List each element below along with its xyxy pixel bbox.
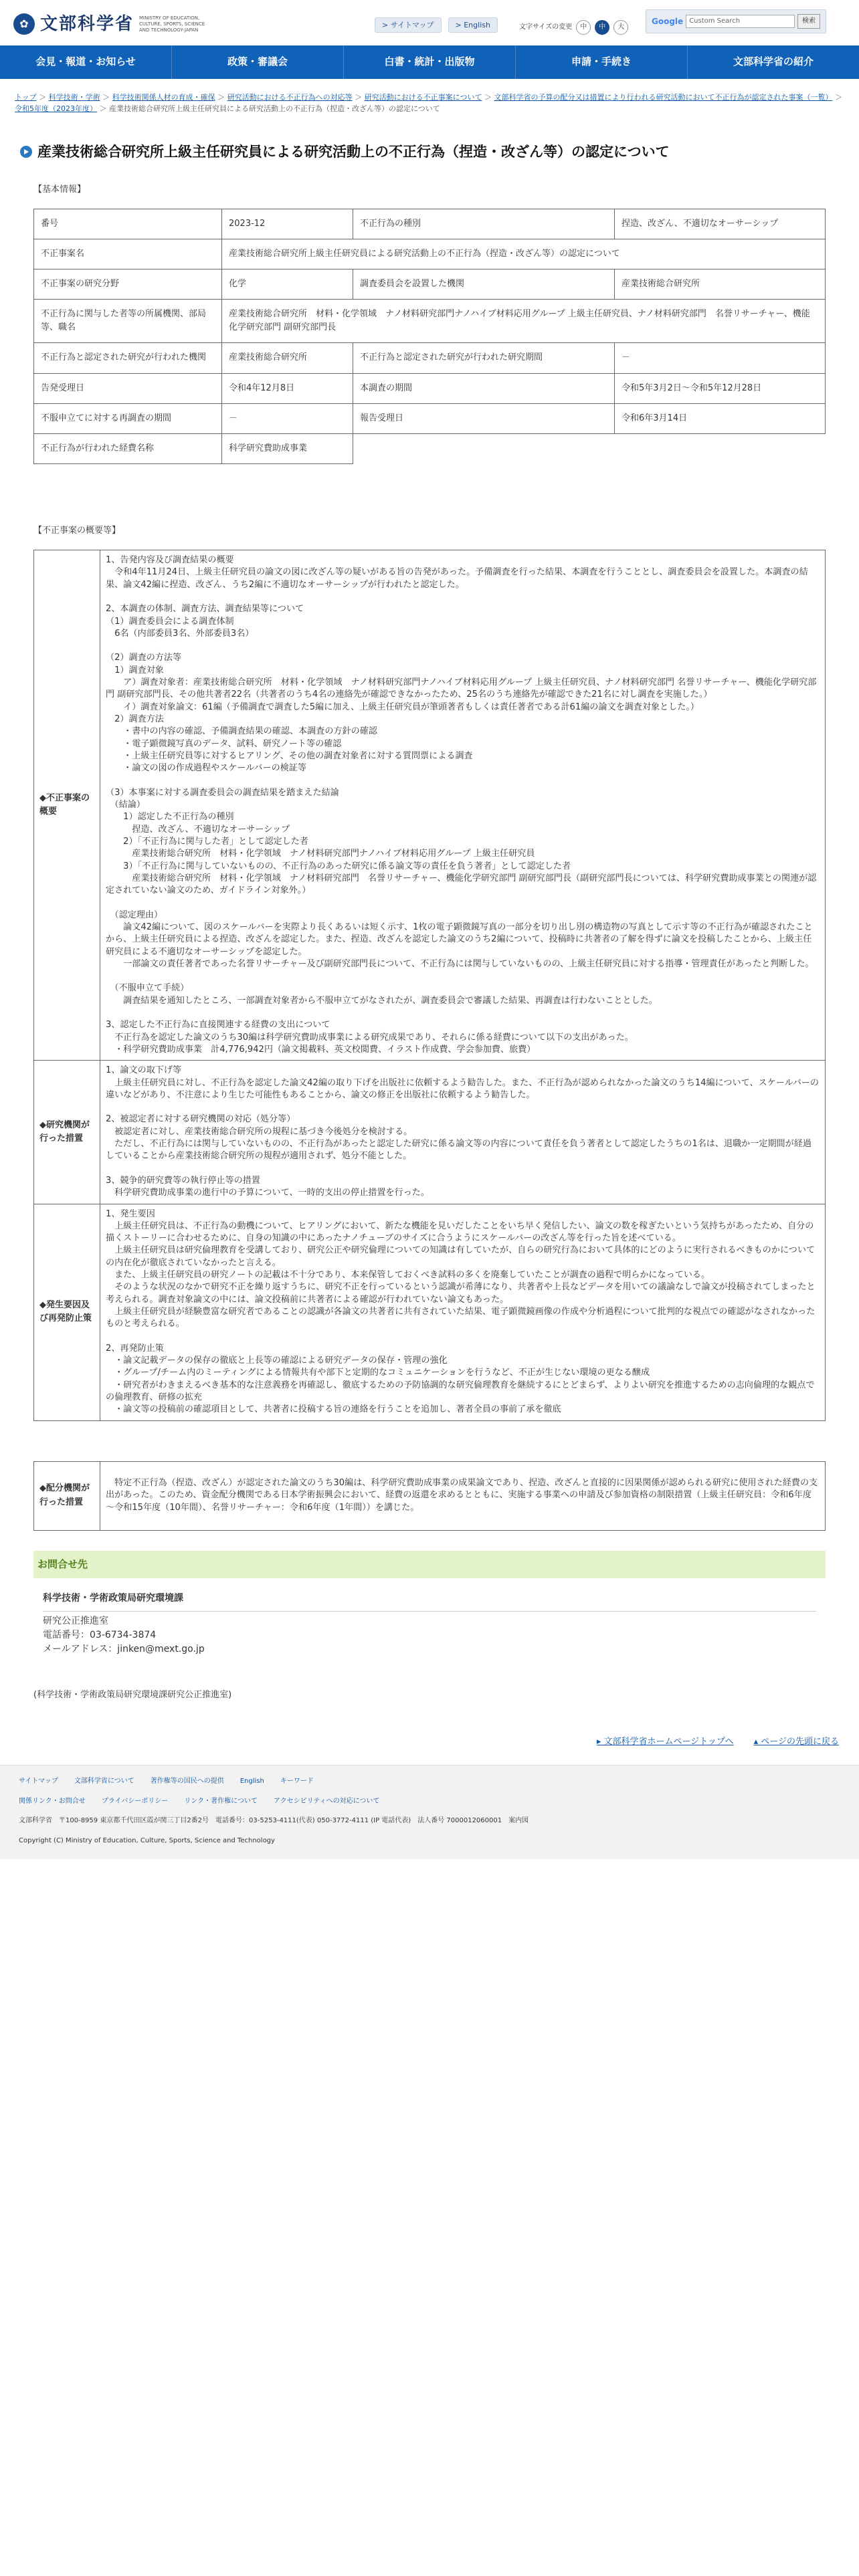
crumb-list[interactable]: 文部科学省の予算の配分又は措置により行われる研究活動において不正行為が認定された事案（一覧）	[494, 93, 833, 102]
divider	[43, 1611, 816, 1612]
allocation-table	[33, 1461, 826, 1531]
site-logo[interactable]	[13, 11, 213, 37]
logo-text: 文部科学省	[40, 14, 134, 34]
crumb-top[interactable]: トップ	[15, 93, 37, 102]
contact-mail: メールアドレス：jinken@mext.go.jp	[43, 1643, 205, 1654]
footer-link[interactable]: キーワード	[280, 1778, 314, 1786]
pagetop-link-text: ページの先頭に戻る	[761, 1736, 839, 1747]
cell-value: 科学研究費助成事業	[222, 433, 353, 463]
cell-value: 産業技術総合研究所	[222, 343, 353, 373]
footer-link[interactable]: English	[240, 1778, 264, 1786]
search-button[interactable]: 検索	[797, 14, 820, 29]
page-title-text: 産業技術総合研究所上級主任研究員による研究活動上の不正行為（捏造・改ざん等）の認定について	[37, 144, 670, 160]
english-link[interactable]: > English	[448, 17, 498, 33]
cell-label: 番号	[34, 209, 222, 239]
global-nav	[0, 45, 859, 79]
search-box	[646, 9, 826, 33]
page-title	[20, 141, 839, 163]
font-medium-button[interactable]: 中	[595, 20, 609, 35]
basic-heading: 【基本情報】	[33, 184, 86, 195]
cell-value: 産業技術総合研究所上級主任研究員による研究活動上の不正行為（捏造・改ざん等）の認定について	[222, 239, 826, 269]
home-link[interactable]: ▸ 文部科学省ホームページトップへ	[596, 1736, 734, 1747]
contact-tel: 電話番号：03-6734-3874	[43, 1629, 157, 1640]
footer-link[interactable]: 著作権等の国民への提供	[150, 1778, 224, 1786]
contact-info	[43, 1592, 816, 1656]
cell-value: 産業技術総合研究所	[615, 269, 826, 299]
summary-text: 1、発生要因 上級主任研究員は、不正行為の動機について、ヒアリングにおいて、新たな機能を見いだしたことをいち早く発信したい、論文の数を稼ぎたいという気持ちがあったため、自分の描くストーリーに合わせるために、自身の知識の中にあったナノチューブのサイズに合うようにスケールバーの改ざん等を行った旨を述べている。 上級主任研究員は研究倫理教育を受講しており、研究公正や研究倫理についての知識は有していたが、自らの研究行為において具体的にどのように実行されるべきものかについての内在化が徹底されていなかったと言える。 また、上級主任研究員の研究ノートの記載は不十分であり、本来保管しておくべき試料の多くを廃棄していたことが調査の過程で明らかになっている。 そのような状況のなかで研究不正を繰り返すうちに、研究不正を行っているという認識が希薄になり、共著者や上長などデータを用いての議論なしで論文が投稿されてしまったと考えられる。調査対象論文の中には、論文投稿前に共著者による確認が行われていない論文もあった。 上級主任研究員が経験豊富な研究者であることの認識が各論文の共著者に共有されていた結果、電子顕微鏡画像の作成や分析過程について批判的な視点での確認がなされなかったものと考えられる。 2、再発防止策 ・論文記載データの保存の徹底と上長等の確認による研究データの保存・管理の強化 ・グループ/チーム内のミーティングによる情報共有や部下と定期的なコミュニケーションを行うなど、不正が生じない環境の更なる醸成 ・研究者がわきまえるべき基本的な注意義務を再確認し、徹底するための予防協調的な研究倫理教育を継続するにとどまらず、よりよい研究を推進するための志向倫理的な観点での倫理教育、研修の拡充 ・論文等の投稿前の確認項目として、共著者に投稿する旨の連絡を行うことを追加し、著者全員の事前了承を徹底	[100, 1204, 826, 1420]
crumb-hr[interactable]: 科学技術関係人材の育成・確保	[112, 93, 215, 102]
cell-value: 令和4年12月8日	[222, 373, 353, 403]
copyright: Copyright (C) Ministry of Education, Culture, Sports, Science and Technology	[19, 1836, 275, 1844]
basic-info-table	[33, 209, 826, 464]
footer-link[interactable]: リンク・著作権について	[184, 1797, 258, 1805]
cell-value: 令和6年3月14日	[615, 403, 826, 433]
footer-link[interactable]: サイトマップ	[19, 1778, 58, 1786]
summary-label: ◆研究機関が行った措置	[34, 1061, 100, 1204]
contact-sub: 研究公正推進室	[43, 1615, 108, 1626]
footer-address: 文部科学省 〒100-8959 東京都千代田区霞が関三丁目2番2号 電話番号：03-5253-4111(代表) 050-3772-4111 (IP 電話代表) 法人番号 7000012060001 案内図	[19, 1817, 529, 1825]
table-row	[34, 1204, 826, 1420]
site-footer	[0, 1765, 859, 1859]
footer-link[interactable]: プライバシーポリシー	[101, 1797, 169, 1805]
cell-label: 告発受理日	[34, 373, 222, 403]
crumb-year[interactable]: 令和5年度（2023年度）	[15, 104, 97, 113]
nav-whitepaper[interactable]: 白書・統計・出版物	[344, 45, 516, 79]
search-input[interactable]: Custom Search	[686, 15, 795, 28]
table-row	[34, 550, 826, 1061]
crumb-cases[interactable]: 研究活動における不正事案について	[364, 93, 482, 102]
cell-value: 捏造、改ざん、不適切なオーサーシップ	[615, 209, 826, 239]
emblem-icon: ✿	[13, 13, 35, 35]
table-row	[34, 300, 826, 343]
cell-value: 2023-12	[222, 209, 353, 239]
summary-text: 1、論文の取下げ等 上級主任研究員に対し、不正行為を認定した論文42編の取り下げを出版社に依頼するよう勧告した。また、不正行為が認められなかった論文のうち14編について、スケールバーの違いなどがあり、不注意により生じた可能性もあることから、論文の修正を出版社に依頼するよう勧告した。 2、被認定者に対する研究機関の対応（処分等） 被認定者に対し、産業技術総合研究所の規程に基づき今後処分を検討する。 ただし、不正行為には関与していないものの、不正行為があったと認定した研究に係る論文等の内容について責任を負う著者として認定したうちの1名は、退職か一定期間が経過していることから産業技術総合研究所の規程が適用されず、処分不能とした。 3、競争的研究費等の執行停止等の措置 科学研究費助成事業の進行中の予算について、一時的支出の停止措置を行った。	[100, 1061, 826, 1204]
home-link-text: 文部科学省ホームページトップへ	[603, 1736, 734, 1747]
table-row	[34, 403, 826, 433]
crumb-current: 産業技術総合研究所上級主任研究員による研究活動上の不正行為（捏造・改ざん等）の認定について	[109, 104, 440, 113]
footer-link[interactable]: アクセシビリティへの対応について	[273, 1797, 380, 1805]
cell-label: 不正行為に関与した者等の所属機関、部局等、職名	[34, 300, 222, 343]
cell-value: －	[615, 343, 826, 373]
site-header	[0, 0, 859, 45]
contact-heading: お問合せ先	[33, 1551, 826, 1578]
cell-value: 化学	[222, 269, 353, 299]
summary-label: ◆不正事案の概要	[34, 550, 100, 1061]
summary-text: 1、告発内容及び調査結果の概要 令和4年11月24日、上級主任研究員の論文の図に改ざん等の疑いがある旨の告発があった。予備調査を行った結果、本調査を行うこととし、調査委員会を設置した。本調査の結果、論文42編に捏造、改ざん、うち2編に不適切なオーサーシップが行われたと認定した。 2、本調査の体制、調査方法、調査結果等について （1）調査委員会による調査体制 6名（内部委員3名、外部委員3名） （2）調査の方法等 1）調査対象 ア）調査対象者：産業技術総合研究所 材料・化学領域 ナノ材料研究部門ナノハイブ材料応用グループ 上級主任研究員、ナノ材料研究部門 名誉リサーチャー、機能化学研究部門 副研究部門長、その他共著者22名（共著者のうち4名の連絡先が確認できなかったため、25名のうち連絡先が確認できた21名に対し調査を実施した。） イ）調査対象論文：61編（予備調査で調査した5編に加え、上級主任研究員が筆頭著者もしくは責任著者である計61編の論文を調査対象とした。） 2）調査方法 ・書中の内容の確認、予備調査結果の確認、本調査の方針の確認 ・電子顕微鏡写真のデータ、試料、研究ノート等の確認 ・上級主任研究員等に対するヒアリング、その他の調査対象者に対する質問票による調査 ・論文の図の作成過程やスケールバーの検証等 （3）本事案に対する調査委員会の調査結果を踏まえた結論 （結論） 1）認定した不正行為の種別 捏造、改ざん、不適切なオーサーシップ 2）「不正行為に関与した者」として認定した者 産業技術総合研究所 材料・化学領域 ナノ材料研究部門ナノハイブ材料応用グループ 上級主任研究員 3）「不正行為に関与していないものの、不正行為のあった研究に係る論文等の責任を負う著者」として認定した者 産業技術総合研究所 材料・化学領域 ナノ材料研究部門 名誉リサーチャー、機能化学研究部門 副研究部門長（副研究部門長については、科学研究費助成事業との関連が認定されていない論文のため、ガイドライン対象外。） （認定理由） 論文42編について、図のスケールバーを実際より長くあるいは短く示す、1枚の電子顕微鏡写真の一部分を切り出し別の構造物の写真として示す等の不正行為が確認されたことから、上級主任研究員による捏造、改ざんを認定した。また、捏造、改ざんを認定した論文のうち2編について、投稿時に共著者の了解を得ずに論文を投稿したことから、上級主任研究員による不適切なオーサーシップを認定した。 一部論文の責任著者であった名誉リサーチャー及び副研究部門長について、不正行為には関与していないものの、上級主任研究員に対する指導・管理責任があったと判断した。 （不服申立て手続） 調査結果を通知したところ、一部調査対象者から不服申立てがなされたが、調査委員会で審議した結果、再調査は行わないこととした。 3、認定した不正行為に直接関連する経費の支出について 不正行為を認定した論文のうち30編は科学研究費助成事業による研究成果であり、それらに係る経費について以下の支出があった。 ・科学研究費助成事業 計4,776,942円（論文掲載料、英文校閲費、イラスト作成費、学会参加費、旅費）	[100, 550, 826, 1061]
bottom-links	[20, 1735, 839, 1749]
google-logo: Google	[652, 16, 684, 26]
allocation-label: ◆配分機関が行った措置	[34, 1461, 100, 1530]
cell-value: －	[222, 403, 353, 433]
cell-value: 産業技術総合研究所 材料・化学領域 ナノ材料研究部門ナノハイブ材料応用グループ 上級主任研究員、ナノ材料研究部門 名誉リサーチャー、機能化学研究部門 副研究部門長	[222, 300, 826, 343]
footer-link[interactable]: 文部科学省について	[74, 1778, 134, 1786]
crumb-science[interactable]: 科学技術・学術	[48, 93, 100, 102]
sitemap-link[interactable]: > サイトマップ	[375, 17, 442, 33]
crumb-misconduct[interactable]: 研究活動における不正行為への対応等	[227, 93, 353, 102]
nav-application[interactable]: 申請・手続き	[516, 45, 688, 79]
table-row	[34, 373, 826, 403]
font-large-button[interactable]: 大	[613, 20, 628, 35]
table-row	[34, 433, 826, 463]
cell-label: 調査委員会を設置した機関	[353, 269, 615, 299]
table-row	[34, 343, 826, 373]
pagetop-link[interactable]: ▴ ページの先頭に戻る	[753, 1736, 839, 1747]
bullet-icon	[20, 146, 32, 158]
cell-value: 令和5年3月2日～令和5年12月28日	[615, 373, 826, 403]
logo-english: MINISTRY OF EDUCATION, CULTURE, SPORTS, SCIENCE AND TECHNOLOGY-JAPAN	[139, 15, 205, 33]
table-row	[34, 209, 826, 239]
cell-label: 不正事案名	[34, 239, 222, 269]
allocation-text: 特定不正行為（捏造、改ざん）が認定された論文のうち30編は、科学研究費助成事業の成果論文であり、捏造、改ざんと直接的に因果関係が認められる研究に使用された経費の支出があった。このため、資金配分機関である日本学術振興会において、経費の返還を求めるとともに、実施する事業への申請及び参加資格の制限措置（上級主任研究員：令和6年度～令和15年度（10年間）、名誉リサーチャー：令和6年度（1年間））を講じた。	[100, 1461, 826, 1530]
nav-policy[interactable]: 政策・審議会	[172, 45, 344, 79]
cell-label: 不正行為が行われた経費名称	[34, 433, 222, 463]
table-row	[34, 239, 826, 269]
summary-label: ◆発生要因及び再発防止策	[34, 1204, 100, 1420]
footer-note: (科学技術・学術政策局研究環境課研究公正推進室)	[33, 1689, 232, 1700]
contact-office: 科学技術・学術政策局研究環境課	[43, 1592, 183, 1604]
cell-label: 不正行為の種別	[353, 209, 615, 239]
cell-label: 本調査の期間	[353, 373, 615, 403]
cell-label: 不正行為と認定された研究が行われた機関	[34, 343, 222, 373]
font-size-label: 文字サイズの変更	[519, 23, 573, 31]
table-row	[34, 1061, 826, 1204]
cell-label: 報告受理日	[353, 403, 615, 433]
nav-press[interactable]: 会見・報道・お知らせ	[0, 45, 172, 79]
font-size-control	[519, 20, 628, 35]
cell-label: 不正事案の研究分野	[34, 269, 222, 299]
nav-about[interactable]: 文部科学省の紹介	[733, 56, 814, 68]
breadcrumb: トップ ＞ 科学技術・学術 ＞ 科学技術関係人材の育成・確保 ＞ 研究活動における不正行為への対応等 ＞ 研究活動における不正事案について ＞ 文部科学省の予算の配分又は措置により行われる研究活動において不正行為が認定された事案（一覧） ＞ 令和5年度（2023年度） ＞ 産業技術総合研究所上級主任研究員による研究活動上の不正行為（捏造・改ざん等）の認定について	[15, 93, 842, 113]
table-row	[34, 269, 826, 299]
table-row	[34, 1461, 826, 1530]
footer-link[interactable]: 関係リンク・お問合せ	[19, 1797, 86, 1805]
cell-label: 不正行為と認定された研究が行われた研究期間	[353, 343, 615, 373]
summary-table	[33, 550, 826, 1420]
cell-label: 不服申立てに対する再調査の期間	[34, 403, 222, 433]
font-small-button[interactable]: 中	[576, 20, 591, 35]
summary-heading: 【不正事案の概要等】	[33, 525, 121, 536]
